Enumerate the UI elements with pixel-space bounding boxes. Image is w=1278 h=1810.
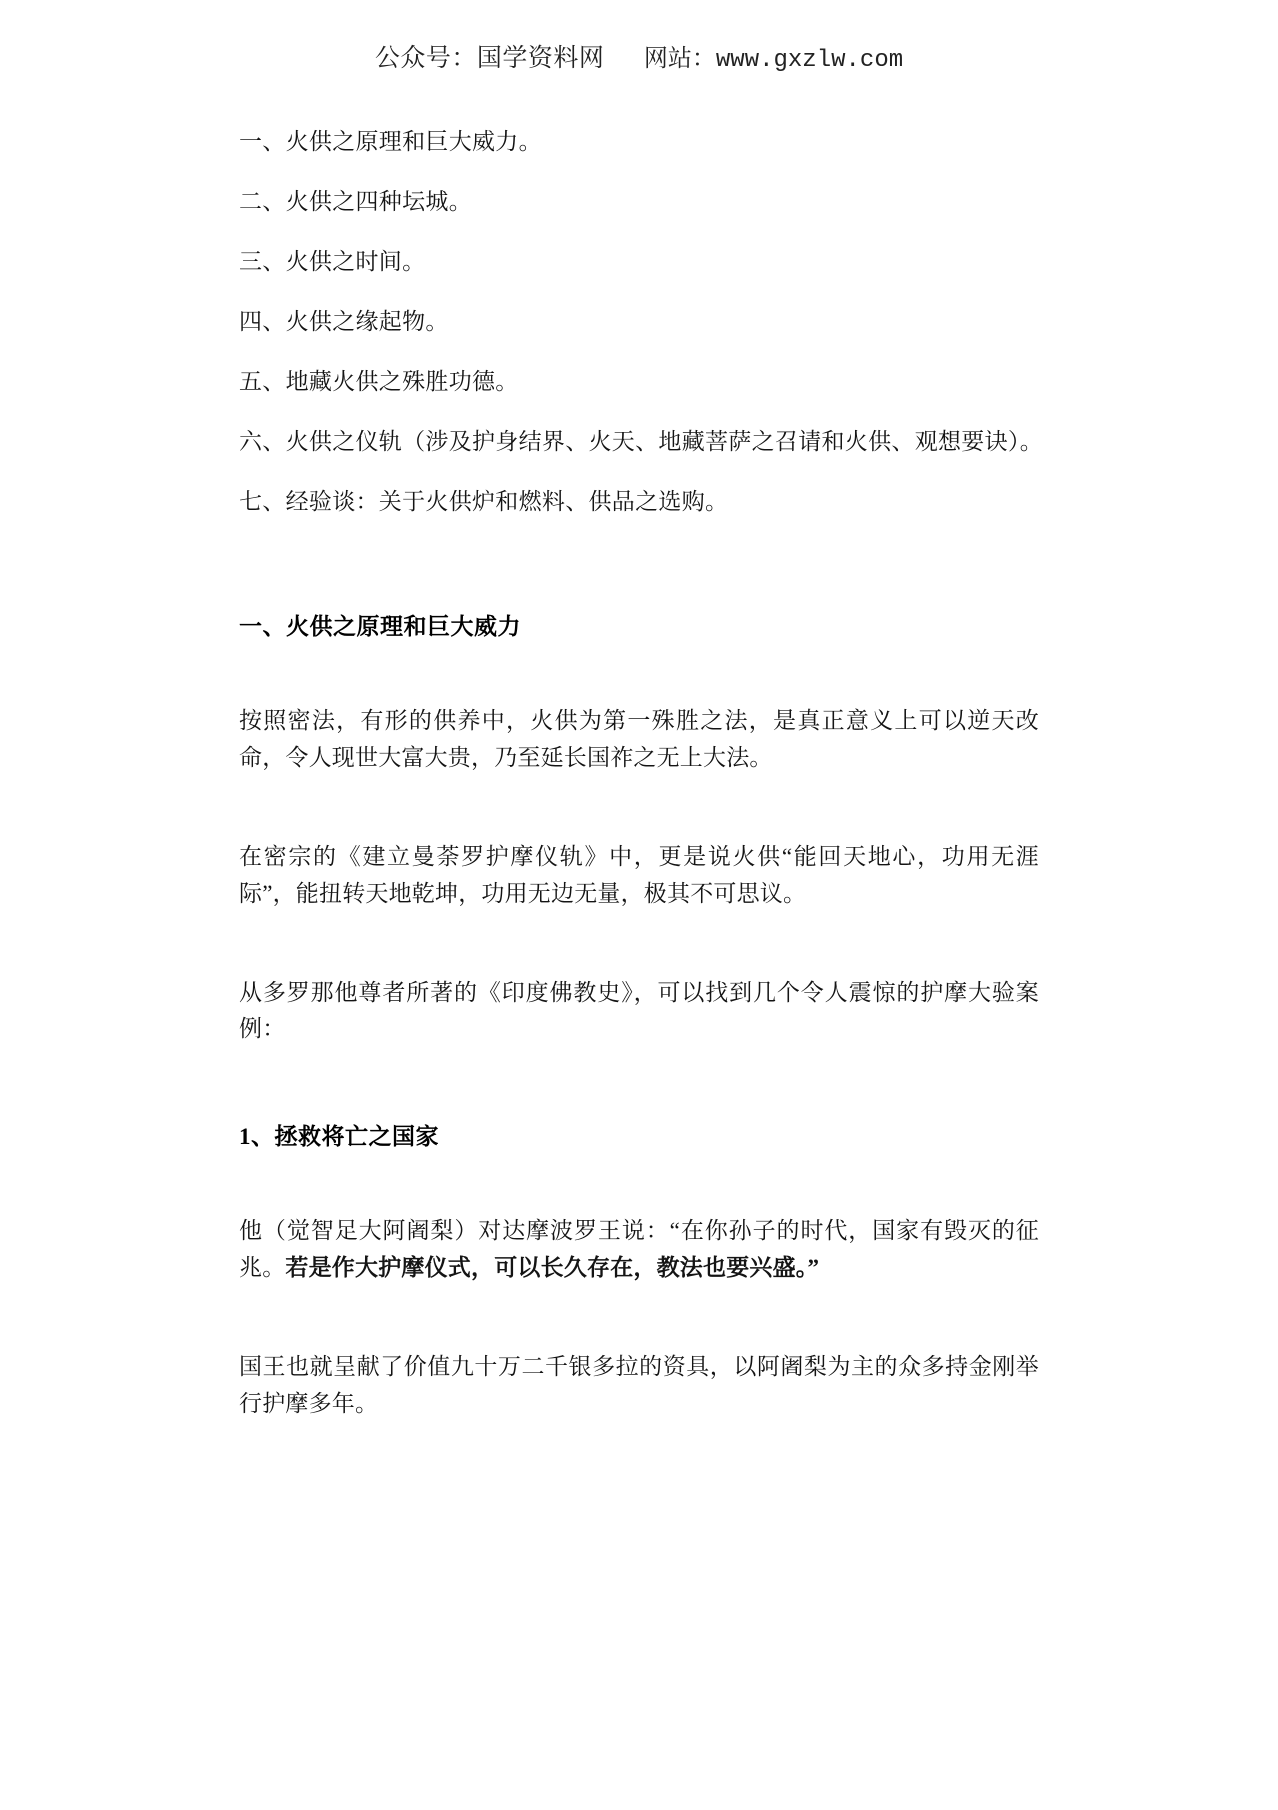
toc-item-3: 三、火供之时间。: [239, 249, 426, 275]
section-heading-1: 一、火供之原理和巨大威力: [239, 614, 521, 640]
page-header: [0, 0, 1278, 74]
paragraph-4: [239, 1151, 1039, 1287]
paragraph-2: 在密宗的《建立曼荼罗护摩仪轨》中，更是说火供“能回天地心，功用无涯际”，能扭转天地乾坤，功用无边无量，极其不可思议。: [239, 843, 1039, 906]
paragraph-5: 国王也就呈献了价值九十万二千银多拉的资具，以阿阇梨为主的众多持金刚举行护摩多年。: [239, 1353, 1039, 1416]
paragraph-1: 按照密法，有形的供养中，火供为第一殊胜之法，是真正意义上可以逆天改命，令人现世大富大贵，乃至延长国祚之无上大法。: [239, 708, 1039, 771]
header-website: 网站：www.gxzlw.com: [643, 47, 904, 74]
toc-item-5: 五、地藏火供之殊胜功德。: [239, 369, 519, 395]
header-account: 公众号：国学资料网: [374, 45, 605, 72]
paragraph-4-bold: 若是作大护摩仪式，可以长久存在，教法也要兴盛。”: [285, 1254, 820, 1280]
toc-item-1: 一、火供之原理和巨大威力。: [239, 129, 542, 154]
paragraph-3: 从多罗那他尊者所著的《印度佛教史》，可以找到几个令人震惊的护摩大验案例：: [239, 979, 1039, 1042]
document-body: [239, 74, 1043, 1422]
section-heading-2: 1、拯救将亡之国家: [239, 1124, 439, 1150]
paragraph-4-normal: 他（觉智足大阿阇梨）对达摩波罗王说：“在你孙子的时代，国家有毁灭的征兆。: [239, 1218, 1039, 1280]
toc-item-6: 六、火供之仪轨（涉及护身结界、火天、地藏菩萨之召请和火供、观想要诀）。: [239, 429, 1043, 455]
toc-item-2: 二、火供之四种坛城。: [239, 189, 472, 215]
toc-item-7: 七、经验谈：关于火供炉和燃料、供品之选购。: [239, 489, 729, 515]
toc-item-4: 四、火供之缘起物。: [239, 309, 449, 335]
